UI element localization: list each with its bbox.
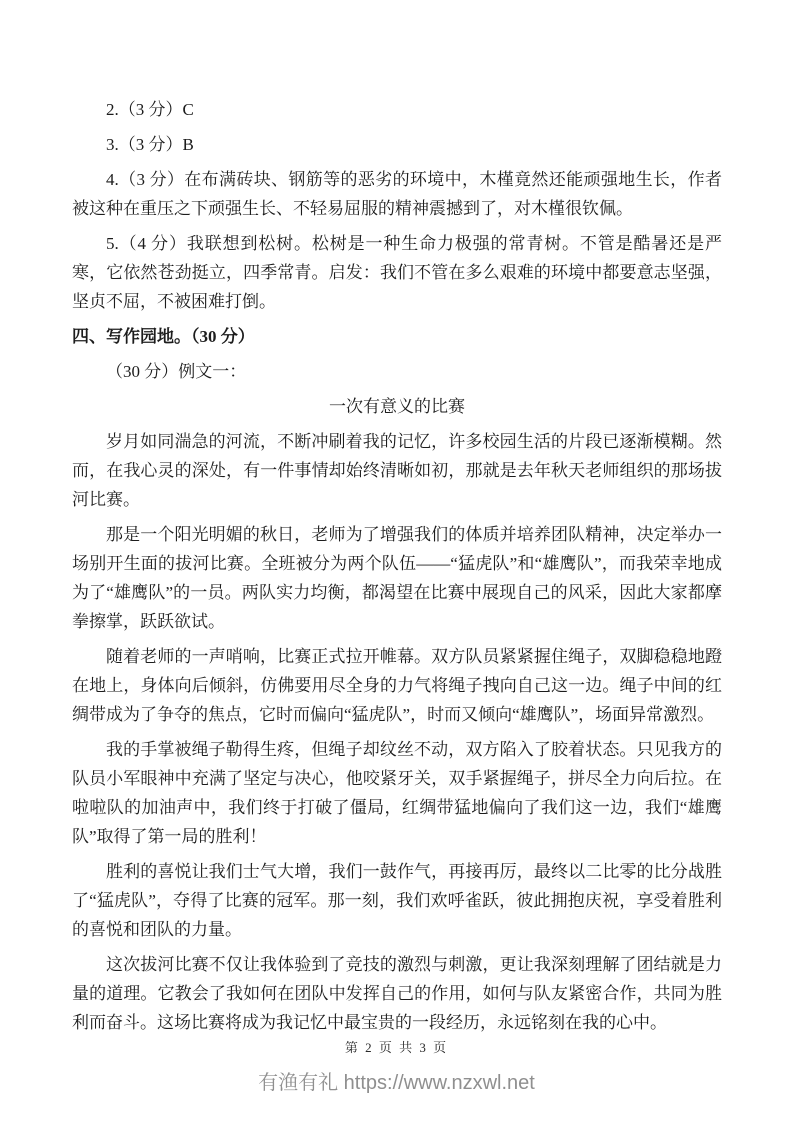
essay-paragraph: 随着老师的一声哨响，比赛正式拉开帷幕。双方队员紧紧握住绳子，双脚稳稳地蹬在地上，身体向后倾斜，仿佛要用尽全身的力气将绳子拽向自己这一边。绳子中间的红绸带成为了争夺的焦点，它时而偏向“猛虎队”，时而又倾向“雄鹰队”，场面异常激烈。 xyxy=(72,647,722,724)
answer-item-4: 4.（3 分）在布满砖块、钢筋等的恶劣的环境中，木槿竟然还能顽强地生长，作者被这种在重压之下顽强生长、不轻易屈服的精神震撼到了，对木槿很钦佩。 xyxy=(72,170,722,218)
essay-paragraph: 胜利的喜悦让我们士气大增，我们一鼓作气，再接再厉，最终以二比零的比分战胜了“猛虎队”，夺得了比赛的冠军。那一刻，我们欢呼雀跃，彼此拥抱庆祝，享受着胜利的喜悦和团队的力量。 xyxy=(72,862,722,939)
essay-paragraph: 那是一个阳光明媚的秋日，老师为了增强我们的体质并培养团队精神，决定举办一场别开生面的拔河比赛。全班被分为两个队伍——“猛虎队”和“雄鹰队”，而我荣幸地成为了“雄鹰队”的一员。两队实力均衡，都渴望在比赛中展现自己的风采，因此大家都摩拳擦掌，跃跃欲试。 xyxy=(72,525,722,631)
essay-paragraph: 岁月如同湍急的河流，不断冲刷着我的记忆，许多校园生活的片段已逐渐模糊。然而，在我心灵的深处，有一件事情却始终清晰如初，那就是去年秋天老师组织的那场拔河比赛。 xyxy=(72,432,722,509)
document-content xyxy=(72,95,722,1043)
section-heading: 四、写作园地。（30 分） xyxy=(72,327,255,346)
answer-item-5: 5.（4 分）我联想到松树。松树是一种生命力极强的常青树。不管是酷暑还是严寒，它依然苍劲挺立，四季常青。启发：我们不管在多么艰难的环境中都要意志坚强，坚贞不屈，不被困难打倒。 xyxy=(72,234,722,311)
watermark: 有渔有礼 https://www.nzxwl.net xyxy=(258,1072,535,1094)
answer-item-2: 2.（3 分）C xyxy=(106,100,194,119)
answer-item-3: 3.（3 分）B xyxy=(106,135,194,154)
essay-paragraph: 我的手掌被绳子勒得生疼，但绳子却纹丝不动，双方陷入了胶着状态。只见我方的队员小军眼神中充满了坚定与决心，他咬紧牙关，双手紧握绳子，拼尽全力向后拉。在啦啦队的加油声中，我们终于打破了僵局，红绸带猛地偏向了我们这一边，我们“雄鹰队”取得了第一局的胜利！ xyxy=(72,740,722,846)
page-number: 第 2 页 共 3 页 xyxy=(344,1040,449,1055)
essay-intro: （30 分）例文一： xyxy=(106,362,247,381)
essay-title: 一次有意义的比赛 xyxy=(329,397,465,416)
essay-paragraph: 这次拔河比赛不仅让我体验到了竞技的激烈与刺激，更让我深刻理解了团结就是力量的道理。它教会了我如何在团队中发挥自己的作用，如何与队友紧密合作，共同为胜利而奋斗。这场比赛将成为我记忆中最宝贵的一段经历，永远铭刻在我的心中。 xyxy=(72,955,722,1032)
